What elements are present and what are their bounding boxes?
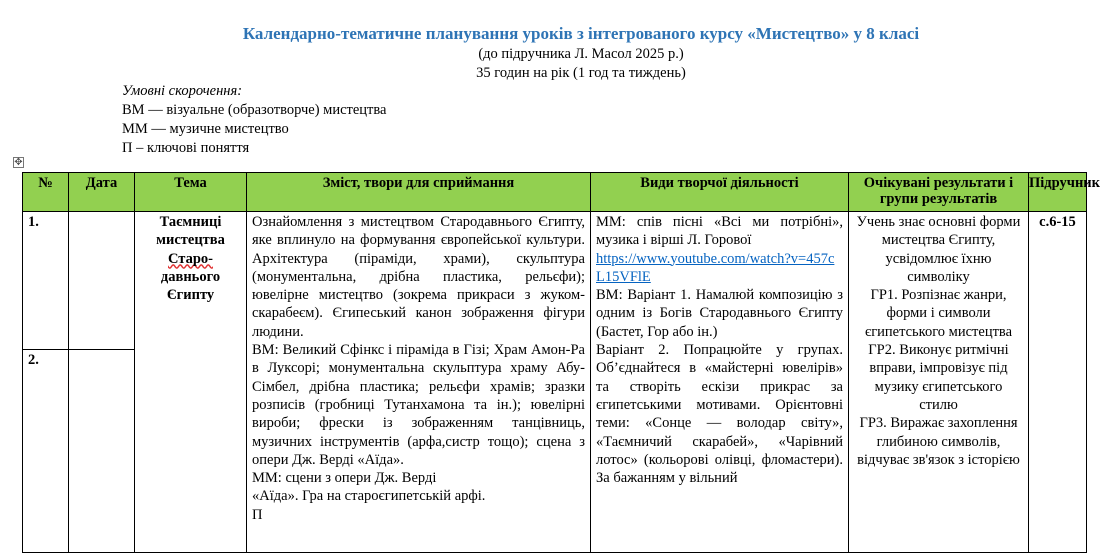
lesson-number[interactable]: 2. (23, 350, 69, 553)
lesson-activity-cell[interactable] (591, 212, 849, 553)
result-main: Учень знає основні форми мистецтва Єгипту, усвідомлює їхню символіку (856, 214, 1021, 285)
result-gr3: ГР3. Виражає захоплення глибиною символів, відчуває зв'язок з історією (857, 415, 1020, 468)
activity-music: ММ: спів пісні «Всі ми потрібні», музика і вірші Л. Горової (596, 214, 843, 249)
result-gr2: ГР2. Виконує ритмічні вправи, імпровізує під музику єгипетського стилю (868, 342, 1009, 413)
document-title: Календарно-тематичне планування уроків з інтегрованого курсу «Мистецтво» у 8 класі (242, 24, 920, 43)
document-subtitle-textbook: (до підручника Л. Масол 2025 р.) (478, 46, 684, 62)
textbook-pages[interactable]: с.6-15 (1029, 212, 1087, 553)
document-subtitle-hours: 35 годин на рік (1 год та тиждень) (476, 65, 686, 81)
lesson-results-cell[interactable] (849, 212, 1029, 553)
content-concepts: П (252, 506, 263, 523)
content-visual-art: ВМ: Великий Сфінкс і піраміда в Гізі; Храм Амон-Ра в Луксорі; монументальна скульптура храму Абу-Сімбел, дрібна пластика; рельєфи храмів; зразки розписів (гробниці Тутанхамона та ін.); ювелірні вироби; фрески із зображенням танцівниць, музичних інструментів (арфа,систр тощо); сцена з опери Дж. Верді «Аїда». (252, 342, 585, 468)
lesson-content-cell[interactable] (247, 212, 591, 553)
table-header-row (23, 173, 1087, 212)
abbreviations-block (122, 82, 386, 158)
lesson-number[interactable]: 1. (23, 212, 69, 350)
abbreviation-item: ММ — музичне мистецтво (122, 121, 289, 137)
topic-line: мистецтва (156, 232, 225, 249)
topic-line: Таємниці (159, 214, 222, 230)
content-music: ММ: сцени з опери Дж. Верді (252, 470, 437, 487)
header-results: Очікувані результати і групи результатів (849, 173, 1029, 212)
header-num: № (23, 173, 69, 212)
header-date: Дата (69, 173, 135, 212)
lesson-date-cell[interactable] (69, 350, 135, 553)
activity-variant-2: Варіант 2. Попрацюйте у групах. Об’єднайтеся в «майстерні ювелірів» та створіть ескізи прикрас за єгипетськими мотивами. Орієнтовні теми: «Сонце — володар світу», «Таємничий скарабей», «Чарівний лотос» (кольорові олівці, фломастери). За бажанням у вільний (596, 342, 843, 487)
header-topic: Тема (135, 173, 247, 212)
lesson-topic-cell[interactable] (135, 212, 247, 553)
topic-line: Старо- (168, 250, 213, 267)
content-music-cont: «Аїда». Гра на староєгипетській арфі. (252, 488, 486, 505)
abbreviation-item: ВМ — візуальне (образотворче) мистецтва (122, 102, 387, 118)
header-page: Підручник (1029, 173, 1087, 212)
planning-table (22, 172, 1101, 553)
abbreviations-heading: Умовні скорочення: (122, 83, 243, 99)
header-activity: Види творчої діяльності (591, 173, 849, 212)
result-gr1: ГР1. Розпізнає жанри, форми і символи єгипетського мистецтва (864, 287, 1013, 340)
header-content: Зміст, твори для сприймання (247, 173, 591, 212)
activity-variant-1: ВМ: Варіант 1. Намалюй композицію з одним із Богів Стародавнього Єгипту (Бастет, Гор або ін.) (596, 287, 843, 340)
content-intro: Ознайомлення з мистецтвом Стародавнього Єгипту, яке вплинуло на формування європейської культури. Архітектура (піраміди, храми), скульптура (монументальна, дрібна пластика, рельєфи); ювелірне мистецтво (зокрема прикраси з жуком- скарабеєм). Єгипеський канон зображення фігури людини. (252, 214, 585, 340)
topic-line: Єгипту (166, 287, 215, 304)
topic-line: давнього (160, 268, 221, 285)
lesson-date-cell[interactable] (69, 212, 135, 350)
song-video-link[interactable]: https://www.youtube.com/watch?v=457cL15VFlE (596, 250, 835, 285)
table-move-handle-icon[interactable]: ✥ (14, 157, 23, 168)
table-row (23, 212, 1087, 350)
abbreviation-item: П – ключові поняття (122, 140, 250, 156)
